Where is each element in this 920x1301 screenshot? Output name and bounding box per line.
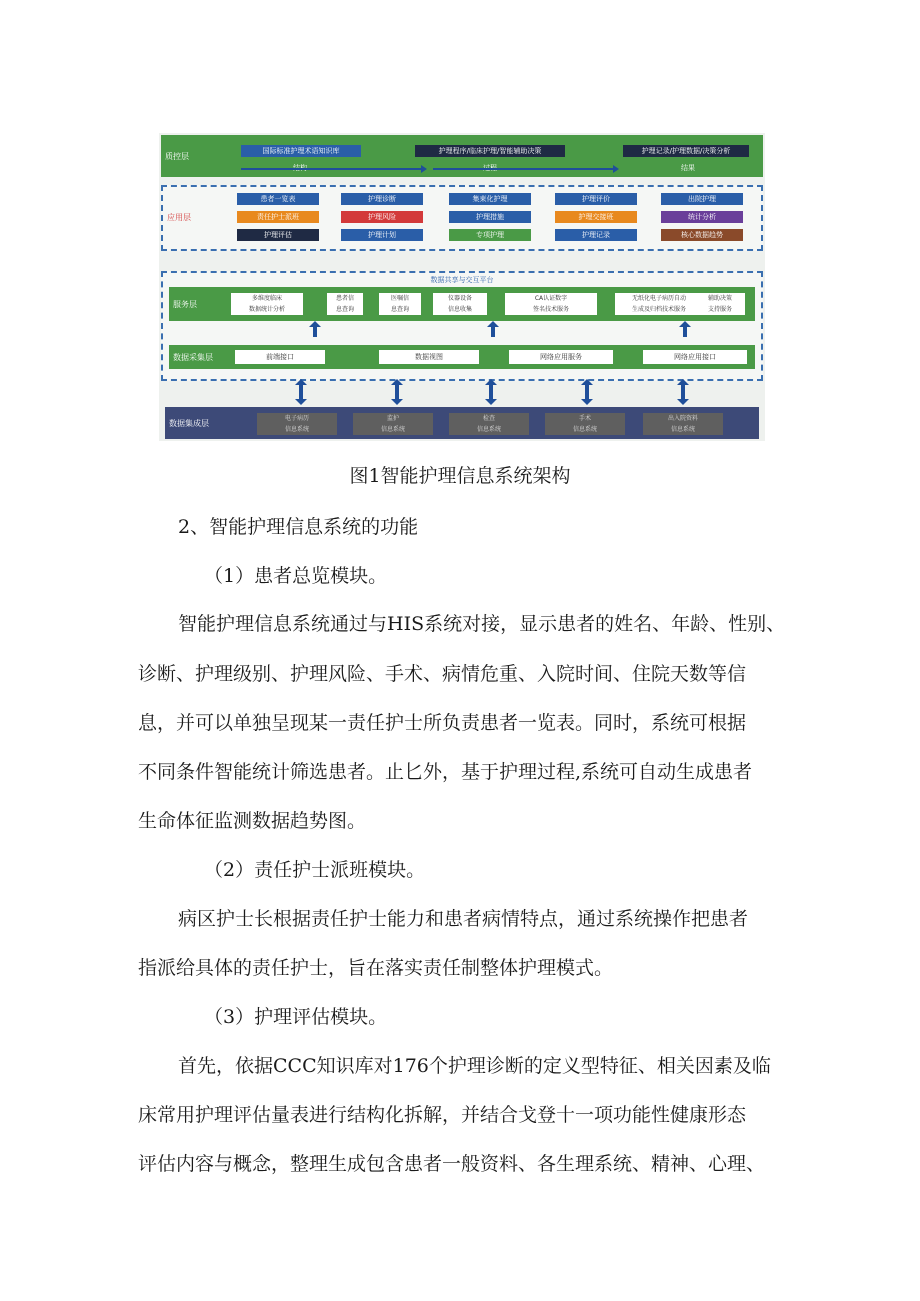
subsection-heading: （2）责任护士派班模块。 — [204, 859, 426, 881]
data-source-box: 手术 信息系统 — [545, 413, 625, 435]
section-heading: 2、智能护理信息系统的功能 — [178, 516, 419, 538]
service-box: 医嘱信 息查询 — [379, 293, 421, 315]
app-module-cell: 出院护理 — [661, 193, 743, 205]
service-box: 多维度临床 数据统计分析 — [231, 293, 303, 315]
paragraph-line: 智能护理信息系统通过与HIS系统对接，显示患者的姓名、年龄、性别、 — [178, 613, 786, 635]
application-layer — [161, 185, 763, 251]
service-box: 患者信 息查询 — [327, 293, 363, 315]
data-source-box: 出入院资料 信息系统 — [643, 413, 723, 435]
up-arrow-icon — [491, 327, 495, 337]
data-source-box: 电子病历 信息系统 — [257, 413, 337, 435]
figure-caption: 图1智能护理信息系统架构 — [349, 465, 571, 487]
quality-control-layer — [161, 135, 763, 177]
app-module-cell: 护理记录 — [555, 229, 637, 241]
app-module-cell: 护理评价 — [555, 193, 637, 205]
service-band — [169, 287, 755, 321]
collect-box: 数据视图 — [379, 350, 479, 364]
double-arrow-icon — [585, 385, 589, 399]
double-arrow-icon — [489, 385, 493, 399]
paragraph-line: 生命体征监测数据趋势图。 — [138, 810, 367, 832]
double-arrow-icon — [395, 385, 399, 399]
architecture-figure — [159, 133, 765, 441]
double-arrow-icon — [299, 385, 303, 399]
data-integration-layer — [165, 407, 759, 439]
paragraph-line: 评估内容与概念，整理生成包含患者一般资料、各生理系统、精神、心理、 — [138, 1153, 766, 1175]
double-arrow-icon — [681, 385, 685, 399]
layer-label: 数据采集层 — [173, 353, 213, 362]
service-box: CA认证数字 签名技术服务 — [505, 293, 597, 315]
subsection-heading: （1）患者总览模块。 — [204, 565, 388, 587]
collect-box: 网络应用服务 — [509, 350, 613, 364]
paragraph-line: 息，并可以单独呈现某一责任护士所负责患者一览表。同时，系统可根据 — [138, 712, 747, 734]
paragraph-line: 病区护士长根据责任护士能力和患者病情特点，通过系统操作把患者 — [178, 908, 749, 930]
layer-label: 应用层 — [167, 213, 191, 222]
collection-band — [169, 345, 755, 369]
app-module-cell: 专项护理 — [449, 229, 531, 241]
subsection-heading: （3）护理评估模块。 — [204, 1006, 388, 1028]
up-arrow-icon — [313, 327, 317, 337]
flow-arrow-icon — [433, 168, 613, 170]
service-box: 仪器设备 信息收集 — [433, 293, 487, 315]
ctrl-box: 护理程序/临床护理/智能辅助决策 — [415, 145, 565, 157]
flow-arrow-icon — [241, 168, 421, 170]
ctrl-box: 护理记录/护理数据/决策分析 — [623, 145, 749, 157]
app-module-cell: 护理计划 — [341, 229, 423, 241]
app-module-cell: 护理评估 — [237, 229, 319, 241]
ctrl-sub-label: 结果 — [681, 164, 695, 172]
app-module-cell: 责任护士派班 — [237, 211, 319, 223]
paragraph-line: 床常用护理评估量表进行结构化拆解，并结合戈登十一项功能性健康形态 — [138, 1104, 747, 1126]
app-module-cell: 护理交接班 — [555, 211, 637, 223]
service-layer — [161, 271, 763, 381]
app-module-cell: 核心数据趋势 — [661, 229, 743, 241]
app-module-cell: 护理风险 — [341, 211, 423, 223]
layer-label: 质控层 — [165, 152, 189, 161]
data-source-box: 检查 信息系统 — [449, 413, 529, 435]
layer-label: 服务层 — [173, 300, 197, 309]
collect-box: 网络应用接口 — [643, 350, 747, 364]
app-module-cell: 患者一览表 — [237, 193, 319, 205]
paragraph-line: 指派给具体的责任护士，旨在落实责任制整体护理模式。 — [138, 957, 614, 979]
platform-title: 数据共享与交互平台 — [430, 276, 494, 284]
app-module-cell: 集束化护理 — [449, 193, 531, 205]
paragraph-line: 不同条件智能统计筛选患者。止匕外，基于护理过程,系统可自动生成患者 — [138, 761, 753, 783]
up-arrow-icon — [683, 327, 687, 337]
service-box: 无纸化电子病历自动 生成及归档技术服务 — [615, 293, 703, 315]
ctrl-box: 国际标准护理术语知识库 — [241, 145, 361, 157]
service-box: 辅助决策 支持服务 — [695, 293, 745, 315]
paragraph-line: 诊断、护理级别、护理风险、手术、病情危重、入院时间、住院天数等信 — [138, 663, 747, 685]
app-module-cell: 统计分析 — [661, 211, 743, 223]
layer-label: 数据集成层 — [169, 419, 209, 428]
app-module-cell: 护理措施 — [449, 211, 531, 223]
app-module-cell: 护理诊断 — [341, 193, 423, 205]
paragraph-line: 首先，依据CCC知识库对176个护理诊断的定义型特征、相关因素及临 — [178, 1055, 771, 1077]
collect-box: 前端接口 — [235, 350, 325, 364]
data-source-box: 监护 信息系统 — [353, 413, 433, 435]
